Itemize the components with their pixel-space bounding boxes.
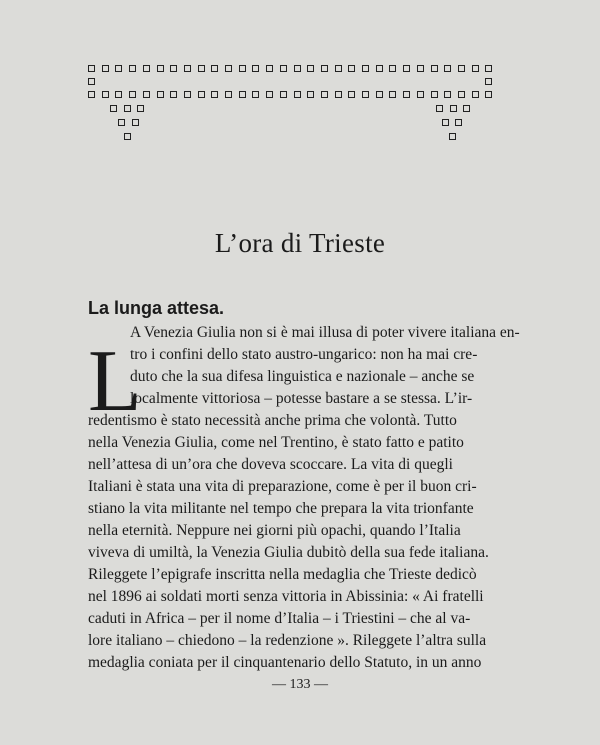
ornament-square — [143, 65, 150, 72]
ornament-square — [376, 65, 383, 72]
text-line: Rileggete l’epigrafe inscritta nella medaglia che Trieste dedicò — [88, 566, 477, 583]
ornament-square — [389, 65, 396, 72]
ornament-square — [129, 65, 136, 72]
ornament-square — [184, 65, 191, 72]
ornament-square — [472, 65, 479, 72]
text-line: duto che la sua difesa linguistica e nazionale – anche se — [130, 368, 475, 385]
page-number: — 133 — — [272, 677, 328, 692]
ornament-square — [157, 65, 164, 72]
ornament-square — [124, 133, 131, 140]
ornament-square — [485, 65, 492, 72]
ornament-square — [307, 65, 314, 72]
ornament-square — [124, 105, 131, 112]
ornament-square — [280, 91, 287, 98]
ornament-square — [252, 65, 259, 72]
ornamental-border — [88, 65, 500, 145]
ornament-square — [463, 105, 470, 112]
ornament-square — [225, 91, 232, 98]
ornament-square — [129, 91, 136, 98]
ornament-square — [403, 65, 410, 72]
ornament-square — [137, 105, 144, 112]
ornament-square — [389, 91, 396, 98]
text-line: lore italiano – chiedono – la redenzione ». Rileggete l’altra sulla — [88, 632, 487, 649]
text-line: viveva di umiltà, la Venezia Giulia dubitò della sua fede italiana. — [88, 544, 489, 561]
ornament-square — [362, 91, 369, 98]
ornament-square — [170, 91, 177, 98]
text-line: stiano la vita militante nel tempo che prepara la vita trionfante — [88, 500, 474, 517]
text-line: redentismo è stato necessità anche prima che volontà. Tutto — [88, 412, 457, 429]
text-line: A Venezia Giulia non si è mai illusa di poter vivere italiana en- — [130, 324, 520, 341]
ornament-square — [417, 65, 424, 72]
ornament-square — [143, 91, 150, 98]
ornament-square — [431, 65, 438, 72]
ornament-square — [88, 78, 95, 85]
ornament-square — [321, 91, 328, 98]
ornament-square — [115, 91, 122, 98]
ornament-square — [485, 91, 492, 98]
ornament-square — [362, 65, 369, 72]
ornament-square — [239, 65, 246, 72]
section-heading: La lunga attesa. — [88, 298, 225, 318]
text-line: localmente vittoriosa – potesse bastare a se stessa. L’ir- — [130, 390, 473, 407]
ornament-square — [485, 78, 492, 85]
ornament-square — [211, 91, 218, 98]
ornament-square — [252, 91, 259, 98]
ornament-square — [266, 91, 273, 98]
ornament-square — [472, 91, 479, 98]
text-line: Italiani è stata una vita di preparazione, come è per il buon cri- — [88, 478, 477, 495]
ornament-square — [458, 91, 465, 98]
ornament-square — [280, 65, 287, 72]
ornament-square — [110, 105, 117, 112]
ornament-square — [88, 91, 95, 98]
ornament-square — [417, 91, 424, 98]
text-line: nella eternità. Neppure nei giorni più opachi, quando l’Italia — [88, 522, 461, 539]
ornament-square — [132, 119, 139, 126]
ornament-square — [335, 65, 342, 72]
ornament-square — [211, 65, 218, 72]
ornament-square — [118, 119, 125, 126]
ornament-square — [431, 91, 438, 98]
drop-cap: L — [88, 333, 142, 430]
ornament-square — [239, 91, 246, 98]
ornament-square — [102, 65, 109, 72]
ornament-square — [444, 65, 451, 72]
ornament-square — [321, 65, 328, 72]
ornament-square — [294, 65, 301, 72]
ornament-square — [436, 105, 443, 112]
ornament-square — [458, 65, 465, 72]
ornament-square — [157, 91, 164, 98]
text-line: medaglia coniata per il cinquantenario dello Statuto, in un anno — [88, 654, 482, 671]
ornament-square — [307, 91, 314, 98]
ornament-square — [88, 65, 95, 72]
ornament-square — [335, 91, 342, 98]
ornament-square — [450, 105, 457, 112]
ornament-square — [403, 91, 410, 98]
ornament-square — [225, 65, 232, 72]
ornament-square — [266, 65, 273, 72]
ornament-square — [115, 65, 122, 72]
text-line: caduti in Africa – per il nome d’Italia – i Triestini – che al va- — [88, 610, 471, 627]
ornament-square — [442, 119, 449, 126]
ornament-square — [198, 91, 205, 98]
ornament-square — [294, 91, 301, 98]
ornament-square — [348, 91, 355, 98]
ornament-square — [449, 133, 456, 140]
text-line: nell’attesa di un’ora che doveva scoccare. La vita di quegli — [88, 456, 453, 473]
ornament-square — [198, 65, 205, 72]
ornament-square — [376, 91, 383, 98]
ornament-square — [102, 91, 109, 98]
chapter-title: L’ora di Trieste — [214, 228, 386, 258]
ornament-square — [455, 119, 462, 126]
ornament-square — [170, 65, 177, 72]
text-line: nella Venezia Giulia, come nel Trentino, è stato fatto e patito — [88, 434, 464, 451]
text-line: nel 1896 ai soldati morti senza vittoria in Abissinia: « Ai fratelli — [88, 588, 484, 605]
ornament-square — [184, 91, 191, 98]
text-line: tro i confini dello stato austro-ungarico: non ha mai cre- — [130, 346, 478, 363]
ornament-square — [444, 91, 451, 98]
ornament-square — [348, 65, 355, 72]
